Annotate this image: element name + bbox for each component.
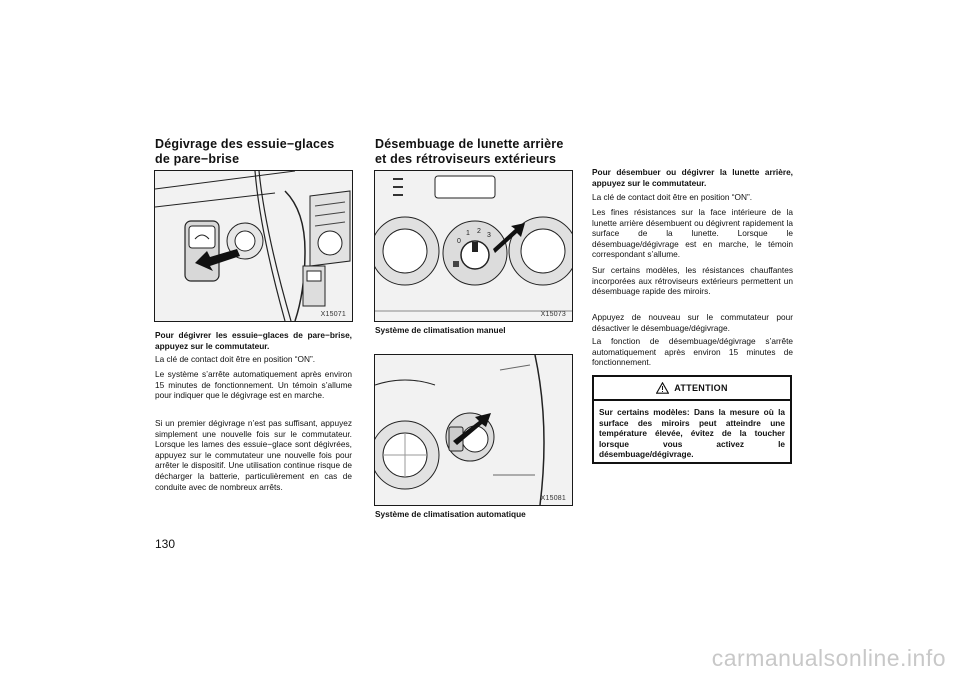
dial-label: 0	[457, 238, 461, 245]
warning-text: Sur certains modèles: Dans la mesure où la surface des miroirs peut atteindre une température élevée, évitez de la toucher lorsque vous activez le désembuage/dégivrage.	[599, 407, 785, 460]
warning-box	[592, 375, 792, 464]
automatic-climate-illustration	[375, 355, 572, 505]
paragraph: La fonction de désembuage/dégivrage s’arrête automatiquement après environ 15 minutes de fonctionnement.	[592, 336, 793, 368]
heading-line: Dégivrage des essuie−glaces	[155, 137, 335, 151]
paragraph: Si un premier dégivrage n’est pas suffisant, appuyez simplement une nouvelle fois sur le commutateur. Lorsque les lames des essuie−glace sont dégivrées, appuyez sur le commutateur une nouvelle fois pour arrêter le dispositif. Une utilisation continue risque de décharger la batterie, particulièrement en cas de conduite avec de nombreux arrêts.	[155, 418, 352, 492]
figure-caption: Système de climatisation manuel	[375, 325, 506, 335]
heading-line: Désembuage de lunette arrière	[375, 137, 564, 151]
paragraph: Pour désembuer ou dégivrer la lunette arrière, appuyez sur le commutateur.	[592, 167, 793, 188]
warning-header	[594, 377, 790, 401]
paragraph: Sur certains modèles, les résistances chauffantes incorporées aux rétroviseurs extérieurs permettent un désembuage rapide des miroirs.	[592, 265, 793, 297]
paragraph: Le système s’arrête automatiquement après environ 15 minutes de fonctionnement. Un témoin s’allume pour indiquer que le dégivrage est en marche.	[155, 369, 352, 401]
figure-code: X15073	[540, 311, 566, 318]
warning-triangle-icon	[656, 382, 669, 394]
figure-caption: Système de climatisation automatique	[375, 509, 526, 519]
dial-label: 2	[477, 228, 481, 235]
heading-line: et des rétroviseurs extérieurs	[375, 152, 557, 166]
dial-label: 1	[466, 230, 470, 237]
heading-line: de pare−brise	[155, 152, 240, 166]
figure-code: X15071	[320, 311, 346, 318]
manual-climate-illustration	[375, 171, 572, 321]
figure-code: X15081	[540, 495, 566, 502]
figure-wiper-deicer-switch	[154, 170, 353, 322]
paragraph: La clé de contact doit être en position “ON”.	[155, 354, 316, 364]
watermark: carmanualsonline.info	[711, 645, 946, 671]
figure-manual-climate-control	[374, 170, 573, 322]
page-number: 130	[155, 537, 176, 551]
dial-label: 3	[487, 232, 491, 239]
figure-automatic-climate-control	[374, 354, 573, 506]
paragraph: Les fines résistances sur la face intérieure de la lunette arrière désembuent ou dégivrent rapidement la surface de la lunette. Lorsque le désembuage/dégivrage est en marche, le témoin correspondant s’allume.	[592, 207, 793, 260]
paragraph: Pour dégivrer les essuie−glaces de pare−brise, appuyez sur le commutateur.	[155, 330, 352, 351]
warning-title: ATTENTION	[674, 383, 728, 393]
paragraph: Appuyez de nouveau sur le commutateur pour désactiver le désembuage/dégivrage.	[592, 312, 793, 333]
dashboard-illustration	[155, 171, 352, 321]
section-heading-wiper-deicer	[155, 137, 365, 167]
section-heading-rear-defogger	[375, 137, 585, 167]
paragraph: La clé de contact doit être en position “ON”.	[592, 192, 753, 202]
